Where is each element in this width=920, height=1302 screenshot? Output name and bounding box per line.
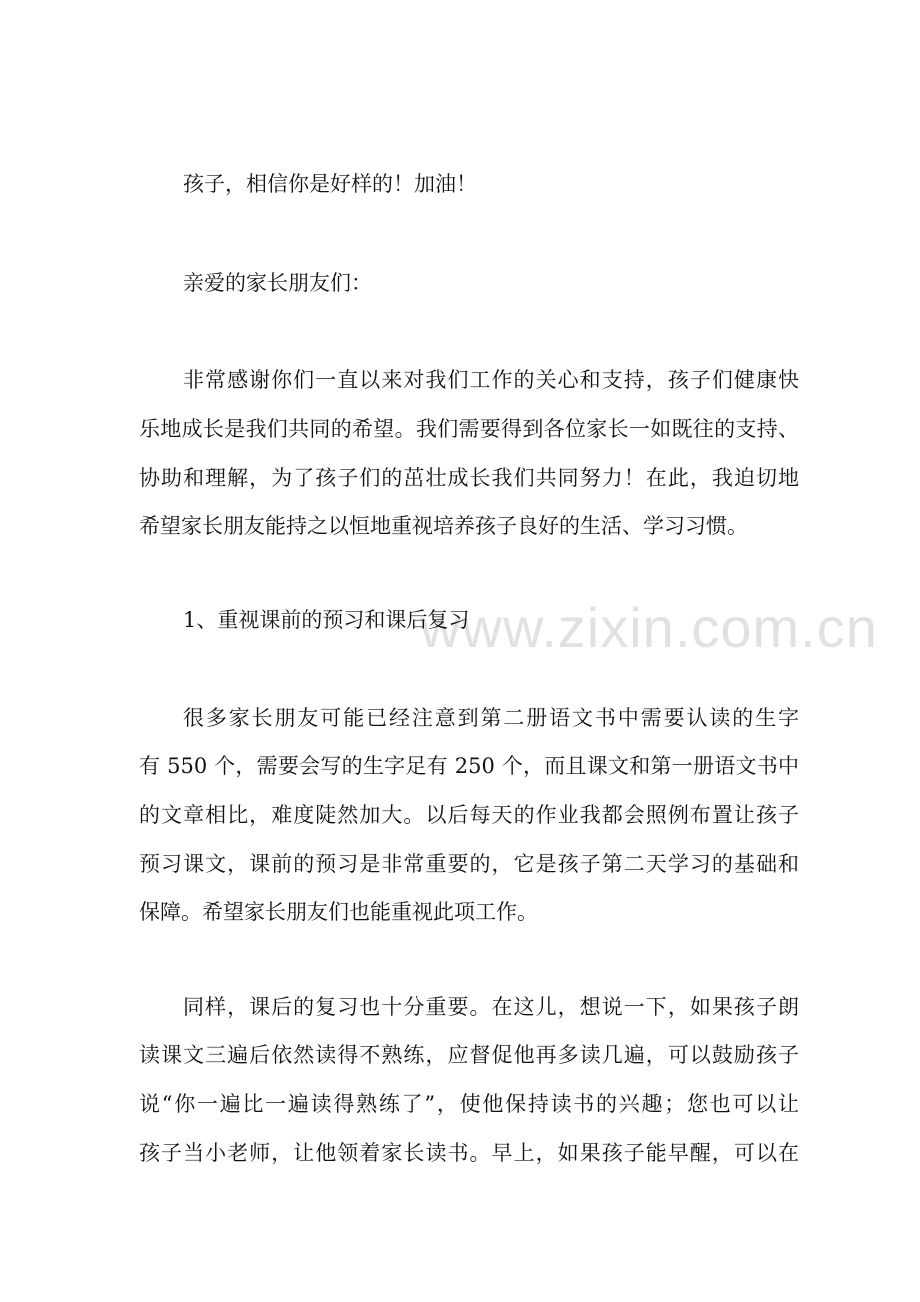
text-line: 读课文三遍后依然读得不熟练，应督促他再多读几遍，可以鼓励孩子	[139, 1043, 799, 1067]
text-line: 乐地成长是我们共同的希望。我们需要得到各位家长一如既往的支持、	[139, 417, 799, 441]
section-heading: 1、重视课前的预习和课后复习	[183, 608, 470, 632]
text-line: 说“你一遍比一遍读得熟练了”，使他保持读书的兴趣；您也可以让	[139, 1092, 799, 1116]
text-line: 非常感谢你们一直以来对我们工作的关心和支持，孩子们健康快	[183, 368, 799, 392]
text-line: 预习课文，课前的预习是非常重要的，它是孩子第二天学习的基础和	[139, 852, 799, 876]
text-line: 协助和理解，为了孩子们的茁壮成长我们共同努力！在此，我迫切地	[139, 466, 799, 490]
paragraph-encouragement: 孩子，相信你是好样的！加油！	[183, 172, 477, 196]
text-line: 孩子当小老师，让他领着家长读书。早上，如果孩子能早醒，可以在	[139, 1141, 799, 1165]
paragraph-salutation: 亲爱的家长朋友们：	[183, 271, 372, 295]
text-line: 同样，课后的复习也十分重要。在这儿，想说一下，如果孩子朗	[183, 995, 799, 1019]
text-line: 有 550 个，需要会写的生字足有 250 个，而且课文和第一册语文书中	[139, 754, 799, 778]
text-line: 很多家长朋友可能已经注意到第二册语文书中需要认读的生字	[183, 706, 799, 730]
text-line: 的文章相比，难度陡然加大。以后每天的作业我都会照例布置让孩子	[139, 803, 799, 827]
text-line: 保障。希望家长朋友们也能重视此项工作。	[139, 900, 538, 924]
text-line: 希望家长朋友能持之以恒地重视培养孩子良好的生活、学习习惯。	[139, 514, 748, 538]
watermark: www.zixin.com.cn	[420, 596, 878, 659]
